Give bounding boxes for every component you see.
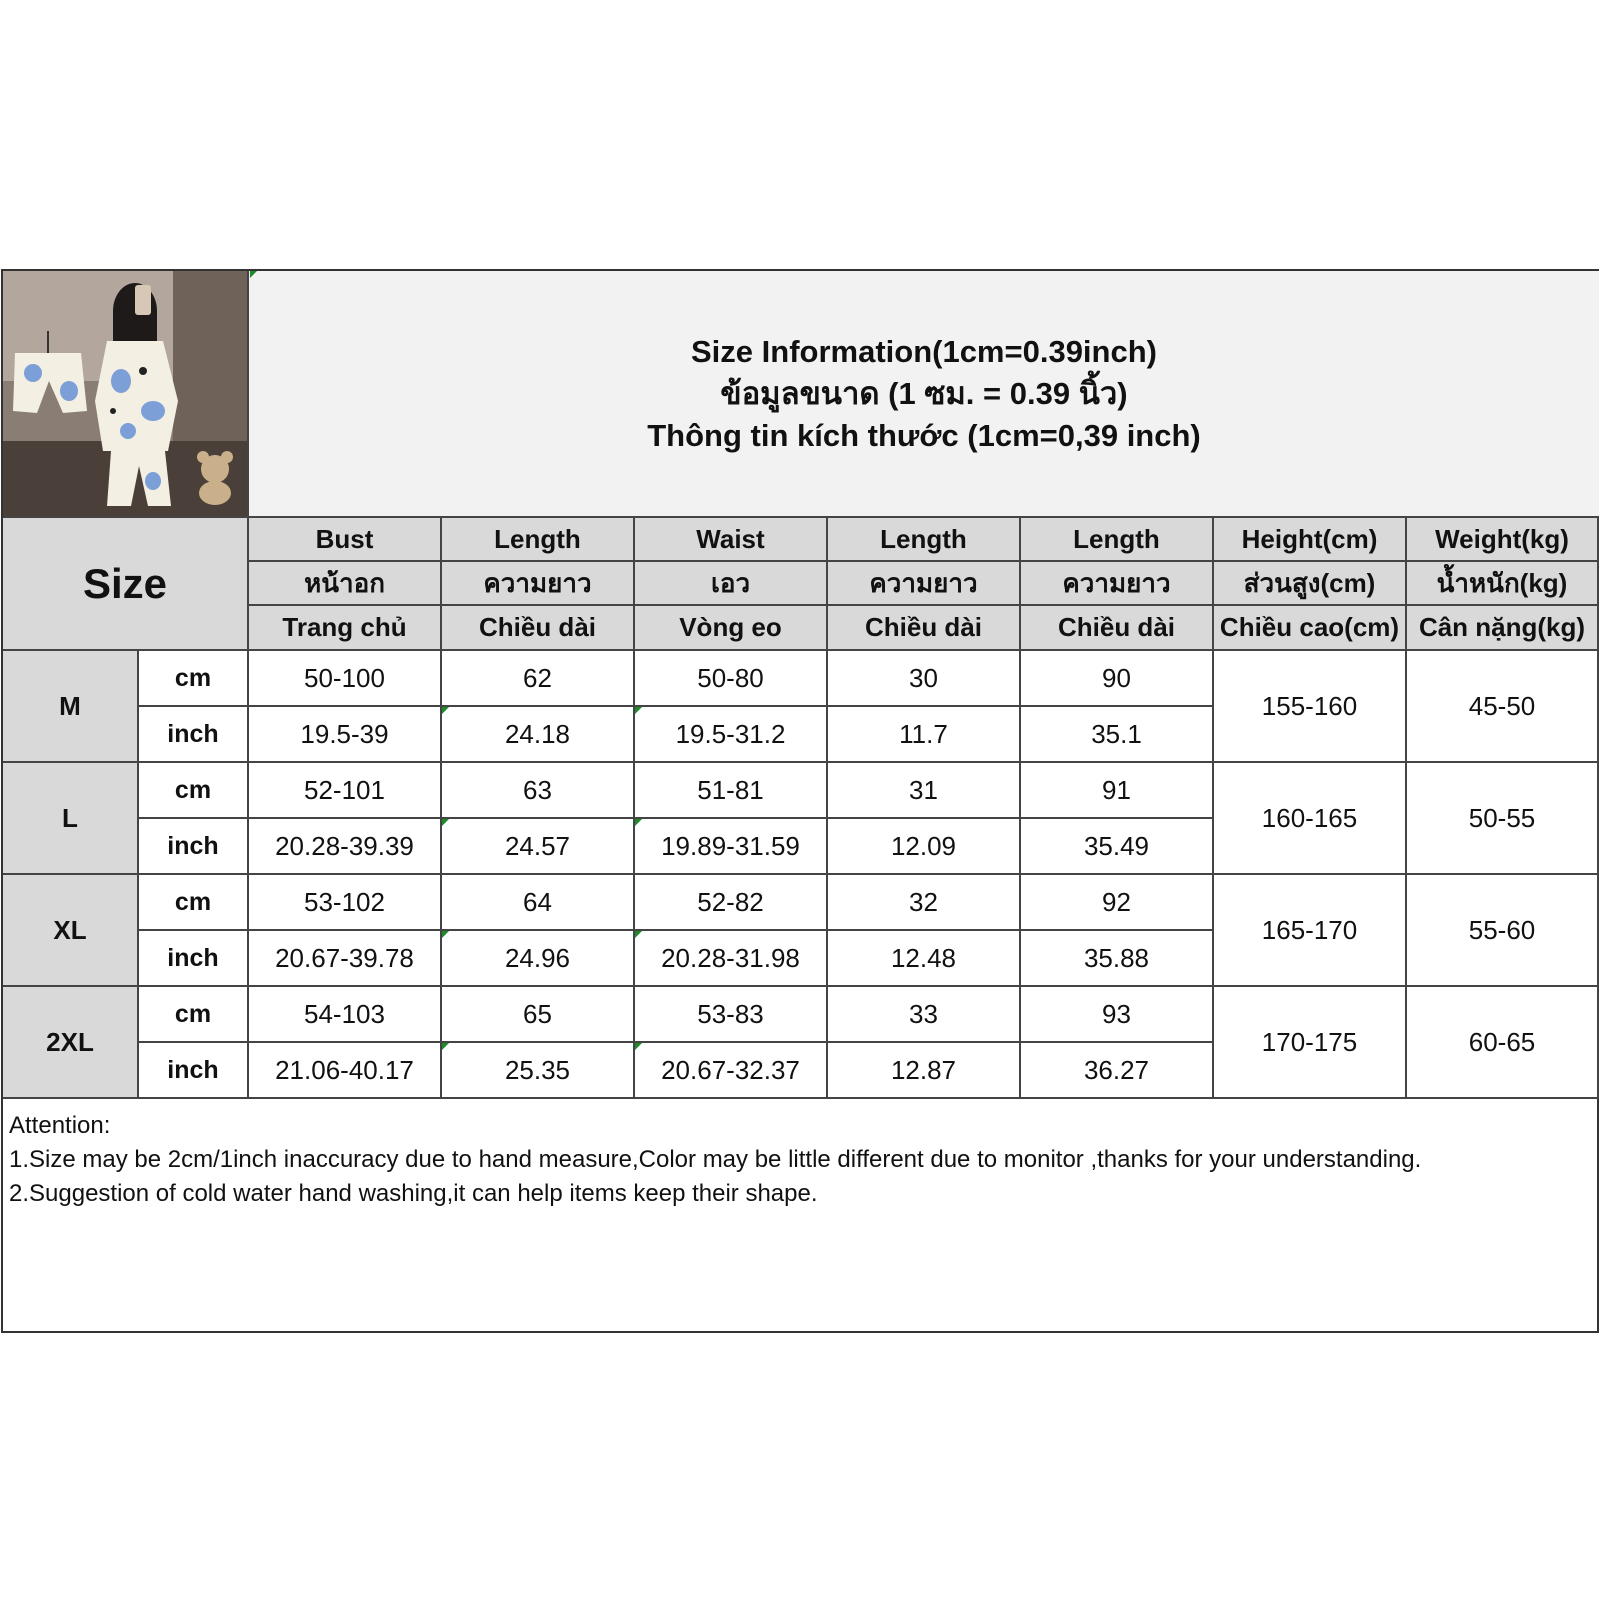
title-vietnamese: Thông tin kích thước (1cm=0,39 inch) <box>647 417 1201 453</box>
weight-range <box>1407 987 1599 1099</box>
height-range-text: 165-170 <box>1261 914 1358 945</box>
size-label-m-text: M <box>59 690 81 721</box>
cm-value <box>249 763 442 819</box>
column-header-5-en <box>1021 518 1214 562</box>
unit-label-cm-text: cm <box>174 775 212 804</box>
column-header-3-th-text: เอว <box>710 567 751 598</box>
inch-value <box>1021 1043 1214 1099</box>
unit-label-cm <box>139 875 249 931</box>
cm-value-text: 32 <box>909 886 938 917</box>
column-header-7-th <box>1407 562 1599 606</box>
cm-value-text: 92 <box>1102 886 1131 917</box>
inch-value <box>828 819 1021 875</box>
inch-value <box>249 707 442 763</box>
inch-value-text: 20.67-32.37 <box>661 1054 800 1085</box>
cell-comment-marker <box>635 1043 642 1050</box>
unit-label-inch <box>139 819 249 875</box>
size-label-2xl <box>3 987 139 1099</box>
unit-label-inch-text: inch <box>167 831 219 860</box>
cm-value-text: 33 <box>909 998 938 1029</box>
unit-label-cm <box>139 651 249 707</box>
column-header-2-vi <box>442 606 635 651</box>
size-label-xl <box>3 875 139 987</box>
inch-value-text: 25.35 <box>504 1054 571 1085</box>
cm-value-text: 65 <box>523 998 552 1029</box>
height-range-text: 155-160 <box>1261 690 1358 721</box>
notes-section <box>3 1105 1597 1331</box>
inch-value-text: 35.88 <box>1083 942 1150 973</box>
cm-value <box>1021 651 1214 707</box>
cm-value <box>635 987 828 1043</box>
inch-value-text: 19.5-31.2 <box>675 718 786 749</box>
inch-value <box>635 931 828 987</box>
cm-value <box>442 875 635 931</box>
column-header-1-vi <box>249 606 442 651</box>
cm-value-text: 63 <box>523 774 552 805</box>
cm-value-text: 52-82 <box>697 886 764 917</box>
unit-label-inch <box>139 931 249 987</box>
cell-comment-marker <box>442 931 449 938</box>
inch-value <box>828 931 1021 987</box>
cell-comment-marker <box>635 819 642 826</box>
cm-value <box>249 651 442 707</box>
weight-range <box>1407 651 1599 763</box>
cm-value <box>1021 987 1214 1043</box>
cm-value-text: 62 <box>523 662 552 693</box>
weight-range-text: 60-65 <box>1468 1026 1536 1057</box>
inch-value-text: 35.49 <box>1083 830 1150 861</box>
cm-value <box>249 875 442 931</box>
inch-value <box>442 819 635 875</box>
weight-range-text: 45-50 <box>1468 690 1536 721</box>
unit-label-inch <box>139 707 249 763</box>
unit-label-cm <box>139 987 249 1043</box>
inch-value <box>1021 931 1214 987</box>
cm-value <box>828 987 1021 1043</box>
cm-value-text: 31 <box>909 774 938 805</box>
column-header-6-vi-text: Chiều cao(cm) <box>1219 612 1400 642</box>
cm-value-text: 90 <box>1102 662 1131 693</box>
inch-value-text: 20.67-39.78 <box>275 942 414 973</box>
column-header-1-en <box>249 518 442 562</box>
cm-value <box>635 763 828 819</box>
column-header-1-th-text: หน้าอก <box>304 567 385 598</box>
column-header-7-en-text: Weight(kg) <box>1435 523 1569 554</box>
size-label-m <box>3 651 139 763</box>
cm-value-text: 50-100 <box>304 662 385 693</box>
weight-range-text: 50-55 <box>1468 802 1536 833</box>
unit-label-inch-text: inch <box>167 719 219 748</box>
product-photo-image <box>3 271 247 516</box>
cell-comment-marker <box>442 1043 449 1050</box>
column-header-6-vi <box>1214 606 1407 651</box>
column-header-5-th <box>1021 562 1214 606</box>
cm-value-text: 54-103 <box>304 998 385 1029</box>
column-header-2-vi-text: Chiều dài <box>478 612 596 642</box>
cm-value <box>442 651 635 707</box>
cm-value-text: 30 <box>909 662 938 693</box>
column-header-7-th-text: น้ำหนัก(kg) <box>1436 567 1568 598</box>
product-photo <box>3 271 249 518</box>
inch-value <box>828 1043 1021 1099</box>
unit-label-cm <box>139 763 249 819</box>
column-header-2-th-text: ความยาว <box>483 567 592 598</box>
cm-value <box>1021 763 1214 819</box>
cm-value-text: 50-80 <box>697 662 764 693</box>
column-header-1-en-text: Bust <box>315 523 374 554</box>
column-header-2-th <box>442 562 635 606</box>
size-chart <box>1 269 1599 1333</box>
cm-value <box>828 875 1021 931</box>
unit-label-inch <box>139 1043 249 1099</box>
inch-value-text: 19.89-31.59 <box>661 830 800 861</box>
cm-value-text: 93 <box>1102 998 1131 1029</box>
cm-value-text: 52-101 <box>304 774 385 805</box>
column-header-3-th <box>635 562 828 606</box>
column-header-6-th <box>1214 562 1407 606</box>
height-range <box>1214 987 1407 1099</box>
column-header-2-en-text: Length <box>494 523 581 554</box>
unit-label-inch-text: inch <box>167 943 219 972</box>
notes-line-2: 2.Suggestion of cold water hand washing,it can help items keep their shape. <box>9 1180 818 1207</box>
cell-comment-marker <box>442 707 449 714</box>
column-header-2-en <box>442 518 635 562</box>
weight-range <box>1407 763 1599 875</box>
inch-value <box>635 707 828 763</box>
cm-value <box>442 763 635 819</box>
cell-comment-marker <box>442 819 449 826</box>
cm-value <box>249 987 442 1043</box>
column-header-7-en <box>1407 518 1599 562</box>
inch-value <box>828 707 1021 763</box>
cm-value <box>635 875 828 931</box>
cm-value-text: 64 <box>523 886 552 917</box>
inch-value <box>442 1043 635 1099</box>
cm-value-text: 53-102 <box>304 886 385 917</box>
column-header-6-th-text: ส่วนสูง(cm) <box>1243 567 1376 598</box>
cm-value-text: 51-81 <box>697 774 764 805</box>
column-header-7-vi <box>1407 606 1599 651</box>
inch-value-text: 20.28-39.39 <box>275 830 414 861</box>
inch-value <box>442 707 635 763</box>
inch-value-text: 36.27 <box>1083 1054 1150 1085</box>
column-header-7-vi-text: Cân nặng(kg) <box>1418 612 1586 642</box>
size-label-l-text: L <box>62 802 78 833</box>
column-header-5-vi <box>1021 606 1214 651</box>
notes-heading: Attention: <box>9 1112 111 1139</box>
cm-value <box>442 987 635 1043</box>
unit-label-cm-text: cm <box>174 663 212 692</box>
cm-value <box>828 763 1021 819</box>
inch-value <box>249 1043 442 1099</box>
column-header-3-en-text: Waist <box>696 523 765 554</box>
column-header-4-th <box>828 562 1021 606</box>
cell-comment-marker <box>635 707 642 714</box>
height-range <box>1214 763 1407 875</box>
inch-value <box>1021 819 1214 875</box>
size-label-xl-text: XL <box>53 914 87 945</box>
inch-value-text: 24.18 <box>504 718 571 749</box>
inch-value <box>1021 707 1214 763</box>
inch-value <box>249 819 442 875</box>
weight-range <box>1407 875 1599 987</box>
cm-value-text: 53-83 <box>697 998 764 1029</box>
size-label-l <box>3 763 139 875</box>
column-header-4-en-text: Length <box>880 523 967 554</box>
inch-value-text: 11.7 <box>899 718 948 749</box>
unit-label-cm-text: cm <box>174 887 212 916</box>
height-range-text: 160-165 <box>1261 802 1358 833</box>
height-range <box>1214 651 1407 763</box>
cell-comment-marker <box>250 271 257 278</box>
column-header-1-th <box>249 562 442 606</box>
cell-comment-marker <box>635 931 642 938</box>
unit-label-inch-text: inch <box>167 1055 219 1084</box>
inch-value <box>442 931 635 987</box>
column-header-4-th-text: ความยาว <box>869 567 978 598</box>
cm-value-text: 91 <box>1102 774 1131 805</box>
column-header-3-vi-text: Vòng eo <box>679 612 782 642</box>
column-header-6-en-text: Height(cm) <box>1241 523 1378 554</box>
inch-value <box>635 819 828 875</box>
column-header-3-vi <box>635 606 828 651</box>
cm-value <box>1021 875 1214 931</box>
inch-value-text: 12.48 <box>890 942 957 973</box>
inch-value-text: 24.57 <box>504 830 571 861</box>
height-range-text: 170-175 <box>1261 1026 1358 1057</box>
inch-value-text: 12.87 <box>890 1054 957 1085</box>
inch-value-text: 21.06-40.17 <box>275 1054 414 1085</box>
inch-value-text: 12.09 <box>890 830 957 861</box>
inch-value-text: 20.28-31.98 <box>661 942 800 973</box>
height-range <box>1214 875 1407 987</box>
column-header-5-en-text: Length <box>1073 523 1160 554</box>
column-header-4-en <box>828 518 1021 562</box>
column-header-3-en <box>635 518 828 562</box>
title-thai: ข้อมูลขนาด (1 ซม. = 0.39 นิ้ว) <box>720 375 1128 411</box>
inch-value <box>249 931 442 987</box>
unit-label-cm-text: cm <box>174 999 212 1028</box>
inch-value <box>635 1043 828 1099</box>
size-header: Size <box>3 518 249 651</box>
weight-range-text: 55-60 <box>1468 914 1536 945</box>
cm-value <box>635 651 828 707</box>
inch-value-text: 35.1 <box>1091 718 1142 749</box>
notes-line-1: 1.Size may be 2cm/1inch inaccuracy due to hand measure,Color may be little different due to monitor ,thanks for your understanding. <box>9 1146 1422 1173</box>
column-header-5-vi-text: Chiều dài <box>1057 612 1175 642</box>
title-english: Size Information(1cm=0.39inch) <box>691 333 1157 369</box>
title-area <box>249 271 1599 518</box>
size-label-2xl-text: 2XL <box>46 1026 94 1057</box>
inch-value-text: 19.5-39 <box>300 718 389 749</box>
column-header-1-vi-text: Trang chủ <box>282 612 407 642</box>
column-header-6-en <box>1214 518 1407 562</box>
column-header-5-th-text: ความยาว <box>1062 567 1171 598</box>
cm-value <box>828 651 1021 707</box>
inch-value-text: 24.96 <box>504 942 571 973</box>
column-header-4-vi <box>828 606 1021 651</box>
column-header-4-vi-text: Chiều dài <box>864 612 982 642</box>
